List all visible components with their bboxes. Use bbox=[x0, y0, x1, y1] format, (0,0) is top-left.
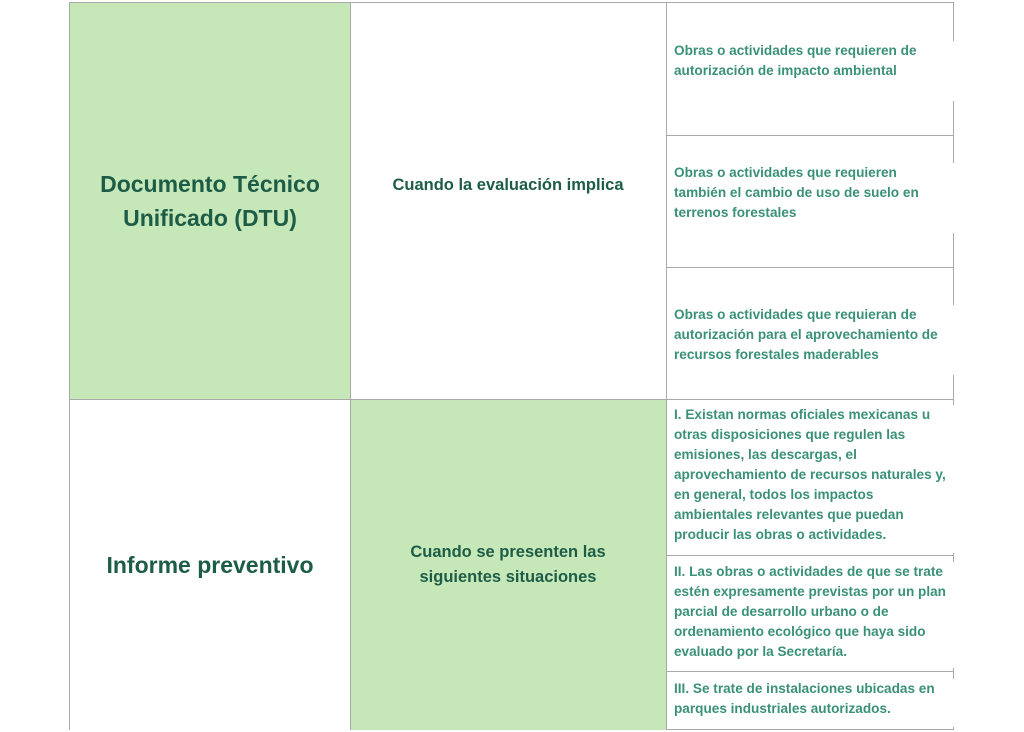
informe-item-3-cell bbox=[666, 679, 954, 727]
divider-dtu-2 bbox=[666, 267, 954, 268]
dtu-item-1: Obras o actividades que requieren de autorización de impacto ambiental bbox=[674, 43, 917, 78]
divider-col-2 bbox=[666, 3, 667, 730]
dtu-item-1-cell bbox=[666, 41, 954, 101]
informe-item-1: I. Existan normas oficiales mexicanas u otras disposiciones que regulen las emisiones, las descargas, el aprovechamiento de recursos naturales y, en general, todos los impactos ambientales relevantes que puedan producir las obras o actividades. bbox=[674, 407, 946, 542]
informe-item-1-cell bbox=[666, 405, 954, 553]
informe-condition-cell bbox=[350, 399, 666, 730]
comparison-table bbox=[69, 2, 954, 730]
informe-item-2-cell bbox=[666, 562, 954, 668]
divider-informe-2 bbox=[666, 671, 954, 672]
dtu-item-3: Obras o actividades que requieran de autorización para el aprovechamiento de recursos forestales maderables bbox=[674, 307, 938, 362]
informe-item-2: II. Las obras o actividades de que se trate estén expresamente previstas por un plan parcial de desarrollo urbano o de ordenamiento ecológico que haya sido evaluado por la Secretaría. bbox=[674, 564, 946, 659]
divider-informe-1 bbox=[666, 555, 954, 556]
dtu-item-3-cell bbox=[666, 305, 954, 375]
informe-item-3: III. Se trate de instalaciones ubicadas en parques industriales autorizados. bbox=[674, 681, 935, 716]
dtu-item-2: Obras o actividades que requieren también el cambio de uso de suelo en terrenos forestales bbox=[674, 165, 919, 220]
dtu-condition-cell bbox=[350, 3, 666, 367]
dtu-condition: Cuando la evaluación implica bbox=[392, 175, 624, 194]
divider-dtu-1 bbox=[666, 135, 954, 136]
informe-condition: Cuando se presenten las siguientes situaciones bbox=[410, 542, 606, 586]
informe-title: Informe preventivo bbox=[106, 551, 314, 578]
informe-title-cell bbox=[70, 399, 350, 730]
divider-col-1 bbox=[350, 3, 351, 730]
dtu-title: Documento Técnico Unificado (DTU) bbox=[100, 171, 320, 231]
divider-row-main bbox=[70, 399, 954, 400]
dtu-title-cell bbox=[70, 3, 350, 399]
dtu-item-2-cell bbox=[666, 163, 954, 233]
